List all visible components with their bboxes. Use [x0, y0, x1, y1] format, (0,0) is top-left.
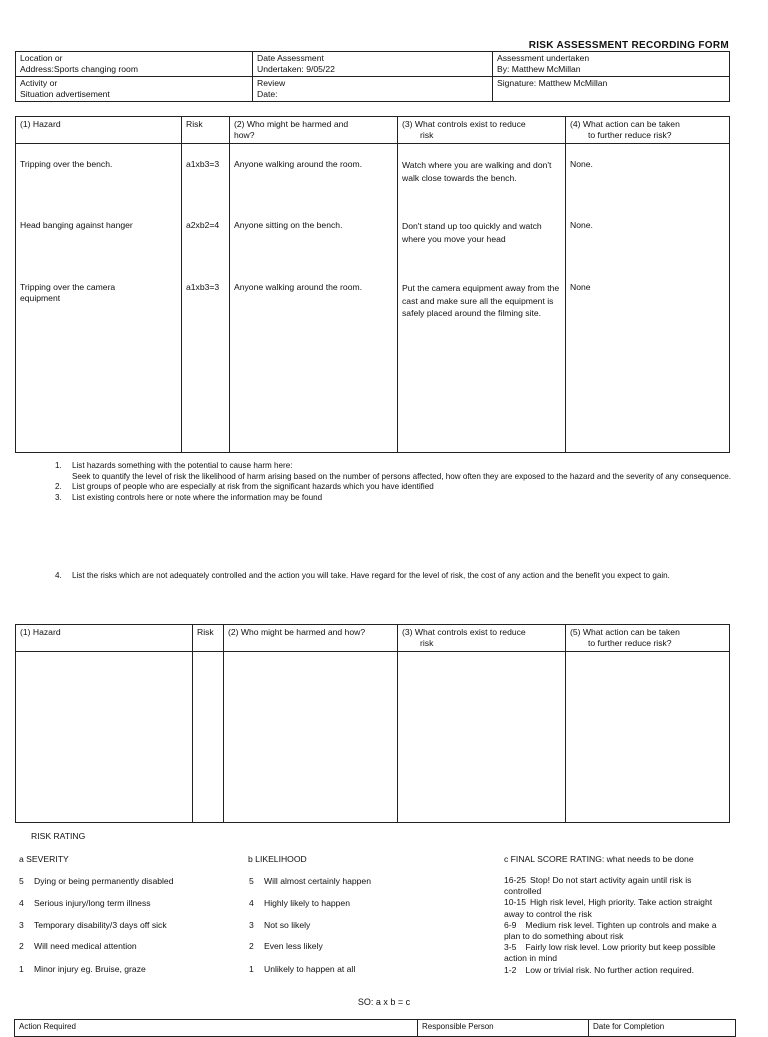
signature-value: Signature: Matthew McMillan: [497, 78, 608, 88]
likelihood-level: 3: [249, 920, 254, 930]
severity-text: Serious injury/long term illness: [34, 898, 151, 908]
final-score-text: High risk level, High priority. Take action straight away to control the risk: [504, 897, 713, 919]
form-title: RISK ASSESSMENT RECORDING FORM: [528, 40, 729, 51]
t2-col-action-header-line1: (5) What action can be taken: [570, 627, 680, 637]
instructions: [55, 461, 735, 503]
who-entry-3: Anyone walking around the room.: [234, 282, 363, 292]
final-score-text: Low or trivial risk. No further action required.: [525, 964, 695, 975]
instruction-2: [55, 482, 735, 493]
controls-column[interactable]: [398, 144, 566, 453]
likelihood-item: [249, 964, 355, 974]
risk-entry-3: a1xb3=3: [186, 282, 220, 292]
col-who-header-line1: (2) Who might be harmed and: [234, 119, 349, 129]
review-label: Review: [257, 78, 286, 88]
risk-rating-title: RISK RATING: [31, 831, 86, 841]
risk-entry-1: a1xb3=3: [186, 159, 220, 169]
who-entry-1: Anyone walking around the room.: [234, 159, 363, 169]
likelihood-item: [249, 898, 350, 908]
date-completion-header: Date for Completion: [589, 1020, 736, 1037]
assessor-cell[interactable]: [493, 52, 730, 77]
final-score-item: [504, 965, 728, 976]
hazard-entry-2: Head banging against hanger: [20, 220, 133, 230]
t2-who-cell[interactable]: [224, 652, 398, 823]
review-date-label: Date:: [257, 89, 278, 99]
instruction-3-number: 3.: [55, 492, 62, 502]
col-hazard-header: (1) Hazard: [16, 117, 182, 144]
final-score-item: [504, 897, 728, 919]
assessor-value: By: Matthew McMillan: [497, 64, 581, 74]
col-action-header-line2: to further reduce risk?: [588, 130, 672, 140]
action-required-header: Action Required: [15, 1020, 418, 1037]
likelihood-title: b LIKELIHOOD: [248, 854, 307, 864]
final-score-range: 6-9: [504, 919, 517, 930]
severity-item: [19, 876, 174, 886]
likelihood-text: Highly likely to happen: [264, 898, 350, 908]
t2-risk-cell[interactable]: [193, 652, 224, 823]
action-entry-3: None: [570, 282, 591, 292]
col-who-header-line2: how?: [234, 130, 255, 140]
activity-cell[interactable]: [16, 77, 253, 102]
assessor-label: Assessment undertaken: [497, 53, 590, 63]
severity-text: Temporary disability/3 days off sick: [34, 920, 167, 930]
action-column[interactable]: [566, 144, 730, 453]
severity-title: a SEVERITY: [19, 854, 69, 864]
severity-level: 2: [19, 941, 24, 951]
col-controls-header: [398, 117, 566, 144]
score-formula: SO: a x b = c: [357, 997, 411, 1007]
hazard-entry-3: Tripping over the camera equipment: [20, 282, 116, 303]
responsible-person-header: Responsible Person: [418, 1020, 589, 1037]
signature-cell[interactable]: [493, 77, 730, 102]
likelihood-level: 5: [249, 876, 254, 886]
controls-entry-1: Watch where you are walking and don't walk close towards the bench.: [402, 160, 552, 183]
date-assessment-value: Undertaken: 9/05/22: [257, 64, 335, 74]
location-label: Location or: [20, 53, 63, 63]
risk-entry-2: a2xb2=4: [186, 220, 220, 230]
instruction-4-block: [55, 571, 735, 582]
t2-col-hazard-header: (1) Hazard: [16, 625, 193, 652]
action-entry-2: None.: [570, 220, 593, 230]
controls-entry-3: Put the camera equipment away from the cast and make sure all the equipment is safely placed around the filming site.: [402, 283, 560, 318]
col-who-header: [230, 117, 398, 144]
col-risk-header: Risk: [182, 117, 230, 144]
severity-level: 4: [19, 898, 24, 908]
final-score-text: Medium risk level. Tighten up controls and make a plan to do something about risk: [504, 919, 717, 942]
final-score-item: [504, 920, 728, 942]
risk-column[interactable]: [182, 144, 230, 453]
likelihood-text: Not so likely: [264, 920, 311, 930]
final-score-text: Fairly low risk level. Low priority but keep possible action in mind: [504, 942, 716, 964]
hazard-table: [15, 116, 730, 453]
date-assessment-label: Date Assessment: [257, 53, 324, 63]
likelihood-level: 1: [249, 964, 254, 974]
activity-label: Activity or: [20, 78, 58, 88]
likelihood-item: [249, 876, 371, 886]
t2-col-controls-header-line2: risk: [420, 638, 434, 648]
instruction-1-sub: Seek to quantify the level of risk the likelihood of harm arising based on the number of persons affected, how often they are exposed to the hazard and the severity of any consequence.: [72, 471, 732, 481]
severity-text: Minor injury eg. Bruise, graze: [34, 964, 146, 974]
instruction-4: [55, 571, 735, 582]
severity-text: Dying or being permanently disabled: [34, 876, 174, 886]
instruction-1-number: 1.: [55, 461, 62, 470]
header-table: [15, 51, 730, 102]
final-score-range: 16-25: [504, 875, 526, 885]
final-score-range: 10-15: [504, 897, 526, 908]
uncontrolled-risks-table: [15, 624, 730, 823]
hazard-entry-1: Tripping over the bench.: [20, 159, 113, 169]
final-score-item: [504, 875, 728, 897]
likelihood-text: Unlikely to happen at all: [264, 964, 356, 974]
likelihood-text: Will almost certainly happen: [264, 876, 371, 886]
severity-item: [19, 941, 137, 951]
t2-col-action-header: [566, 625, 730, 652]
t2-col-controls-header: [398, 625, 566, 652]
review-date-cell[interactable]: [253, 77, 493, 102]
col-action-header: [566, 117, 730, 144]
col-action-header-line1: (4) What action can be taken: [570, 119, 680, 129]
action-entry-1: None.: [570, 159, 593, 169]
instruction-2-number: 2.: [55, 482, 62, 492]
instruction-1-text: List hazards something with the potential to cause harm here:: [72, 461, 293, 470]
likelihood-level: 4: [249, 898, 254, 908]
final-score-range: 1-2: [504, 964, 517, 975]
severity-level: 3: [19, 920, 24, 930]
instruction-4-text: List the risks which are not adequately controlled and the action you will take. Have regard for the level of risk, the cost of any action and the benefit you expect to gain.: [72, 571, 670, 580]
severity-level: 5: [19, 876, 24, 886]
instruction-1: [55, 461, 735, 472]
final-score-text: Stop! Do not start activity again until risk is controlled: [504, 875, 692, 897]
action-table: [14, 1019, 736, 1037]
activity-value: Situation advertisement: [20, 89, 110, 99]
severity-text: Will need medical attention: [34, 941, 137, 951]
t2-controls-cell[interactable]: [398, 652, 566, 823]
severity-level: 1: [19, 964, 24, 974]
date-assessment-cell[interactable]: [253, 52, 493, 77]
severity-item: [19, 964, 146, 974]
likelihood-item: [249, 920, 310, 930]
likelihood-text: Even less likely: [264, 941, 323, 951]
instruction-4-number: 4.: [55, 571, 62, 580]
controls-entry-2: Don't stand up too quickly and watch where you move your head: [402, 221, 542, 244]
t2-action-cell[interactable]: [566, 652, 730, 823]
severity-item: [19, 920, 167, 930]
t2-col-action-header-line2: to further reduce risk?: [588, 638, 672, 648]
location-value: Address:Sports changing room: [20, 64, 138, 74]
final-score-item: [504, 942, 728, 964]
likelihood-item: [249, 941, 323, 951]
hazard-column[interactable]: [16, 144, 182, 453]
t2-col-risk-header: Risk: [193, 625, 224, 652]
t2-col-controls-header-line1: (3) What controls exist to reduce: [402, 627, 526, 637]
instruction-3: [55, 493, 735, 504]
severity-item: [19, 898, 151, 908]
who-entry-2: Anyone sitting on the bench.: [234, 220, 343, 230]
col-controls-header-line1: (3) What controls exist to reduce: [402, 119, 526, 129]
final-score-range: 3-5: [504, 942, 517, 953]
location-cell[interactable]: [16, 52, 253, 77]
likelihood-level: 2: [249, 941, 254, 951]
final-score-list: [504, 875, 728, 976]
t2-col-who-header: (2) Who might be harmed and how?: [224, 625, 398, 652]
final-score-title: c FINAL SCORE RATING: what needs to be done: [504, 854, 694, 864]
instruction-3-text: List existing controls here or note where the information may be found: [72, 492, 323, 502]
col-controls-header-line2: risk: [420, 130, 434, 140]
who-column[interactable]: [230, 144, 398, 453]
instruction-2-text: List groups of people who are especially at risk from the significant hazards which you have identified: [72, 482, 434, 492]
t2-hazard-cell[interactable]: [16, 652, 193, 823]
